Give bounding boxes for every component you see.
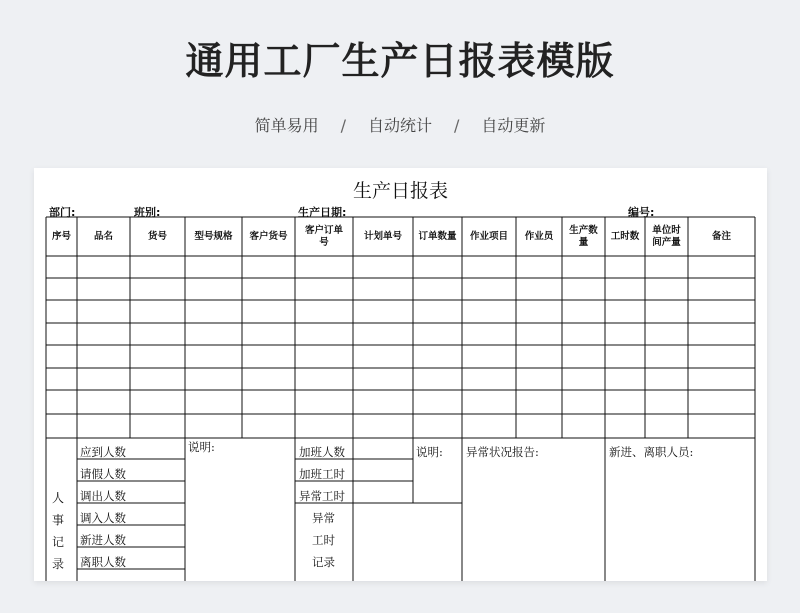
abnormal-char: 记录: [312, 555, 335, 569]
column-header: 备注: [711, 230, 731, 242]
attendance-item: 新进人数: [80, 533, 126, 547]
column-header: 序号: [51, 230, 71, 242]
attendance-item: 离职人数: [80, 555, 126, 569]
meta-number: 编号:: [628, 206, 655, 219]
sheet-title: 生产日报表: [352, 180, 448, 202]
personnel-char: 人: [52, 491, 65, 505]
subtitle-separator: /: [340, 116, 346, 135]
attendance-item: 调出人数: [80, 489, 126, 503]
column-header: 货号: [147, 230, 167, 242]
column-header: 工时数: [610, 230, 640, 242]
column-header: 作业项目: [469, 230, 508, 242]
column-header: 单位时 间产量: [652, 224, 681, 248]
meta-shift: 班别:: [134, 206, 161, 219]
abnormal-char: 工时: [312, 533, 335, 547]
column-header: 订单数量: [418, 230, 457, 242]
subtitle-separator: /: [454, 116, 460, 135]
meta-date: 生产日期:: [298, 206, 347, 219]
column-header: 计划单号: [363, 230, 402, 242]
column-header: 客户货号: [249, 230, 288, 242]
personnel-char: 事: [52, 513, 65, 527]
column-header: 客户订单 号: [304, 224, 343, 248]
column-header: 型号规格: [194, 230, 233, 242]
subtitle-item-easy: 简单易用: [254, 116, 319, 135]
subtitle-item-auto-update: 自动更新: [481, 116, 546, 135]
personnel-char: 录: [52, 557, 65, 571]
page-subtitle: [0, 113, 800, 136]
overtime-item: 加班人数: [299, 445, 345, 459]
column-header: 作业员: [524, 230, 554, 242]
page-title: 通用工厂生产日报表模版: [185, 39, 615, 83]
attendance-item: 调入人数: [80, 511, 126, 525]
overtime-item: 加班工时: [299, 467, 345, 481]
report-sheet: [34, 168, 767, 581]
abnormal-char: 异常: [312, 511, 335, 525]
attendance-item: 应到人数: [80, 445, 126, 459]
note-label: 说明:: [416, 445, 443, 459]
column-header: 生产数 量: [569, 224, 598, 248]
note-label: 说明:: [188, 440, 215, 454]
column-header: 品名: [93, 230, 113, 242]
personnel-char: 记: [52, 535, 65, 549]
subtitle-item-auto-stats: 自动统计: [367, 116, 432, 135]
new-leave-label: 新进、离职人员:: [609, 445, 694, 459]
meta-dept: 部门:: [49, 206, 76, 219]
attendance-item: 请假人数: [80, 467, 126, 481]
overtime-item: 异常工时: [299, 489, 345, 503]
abnormal-report-label: 异常状况报告:: [466, 445, 539, 459]
